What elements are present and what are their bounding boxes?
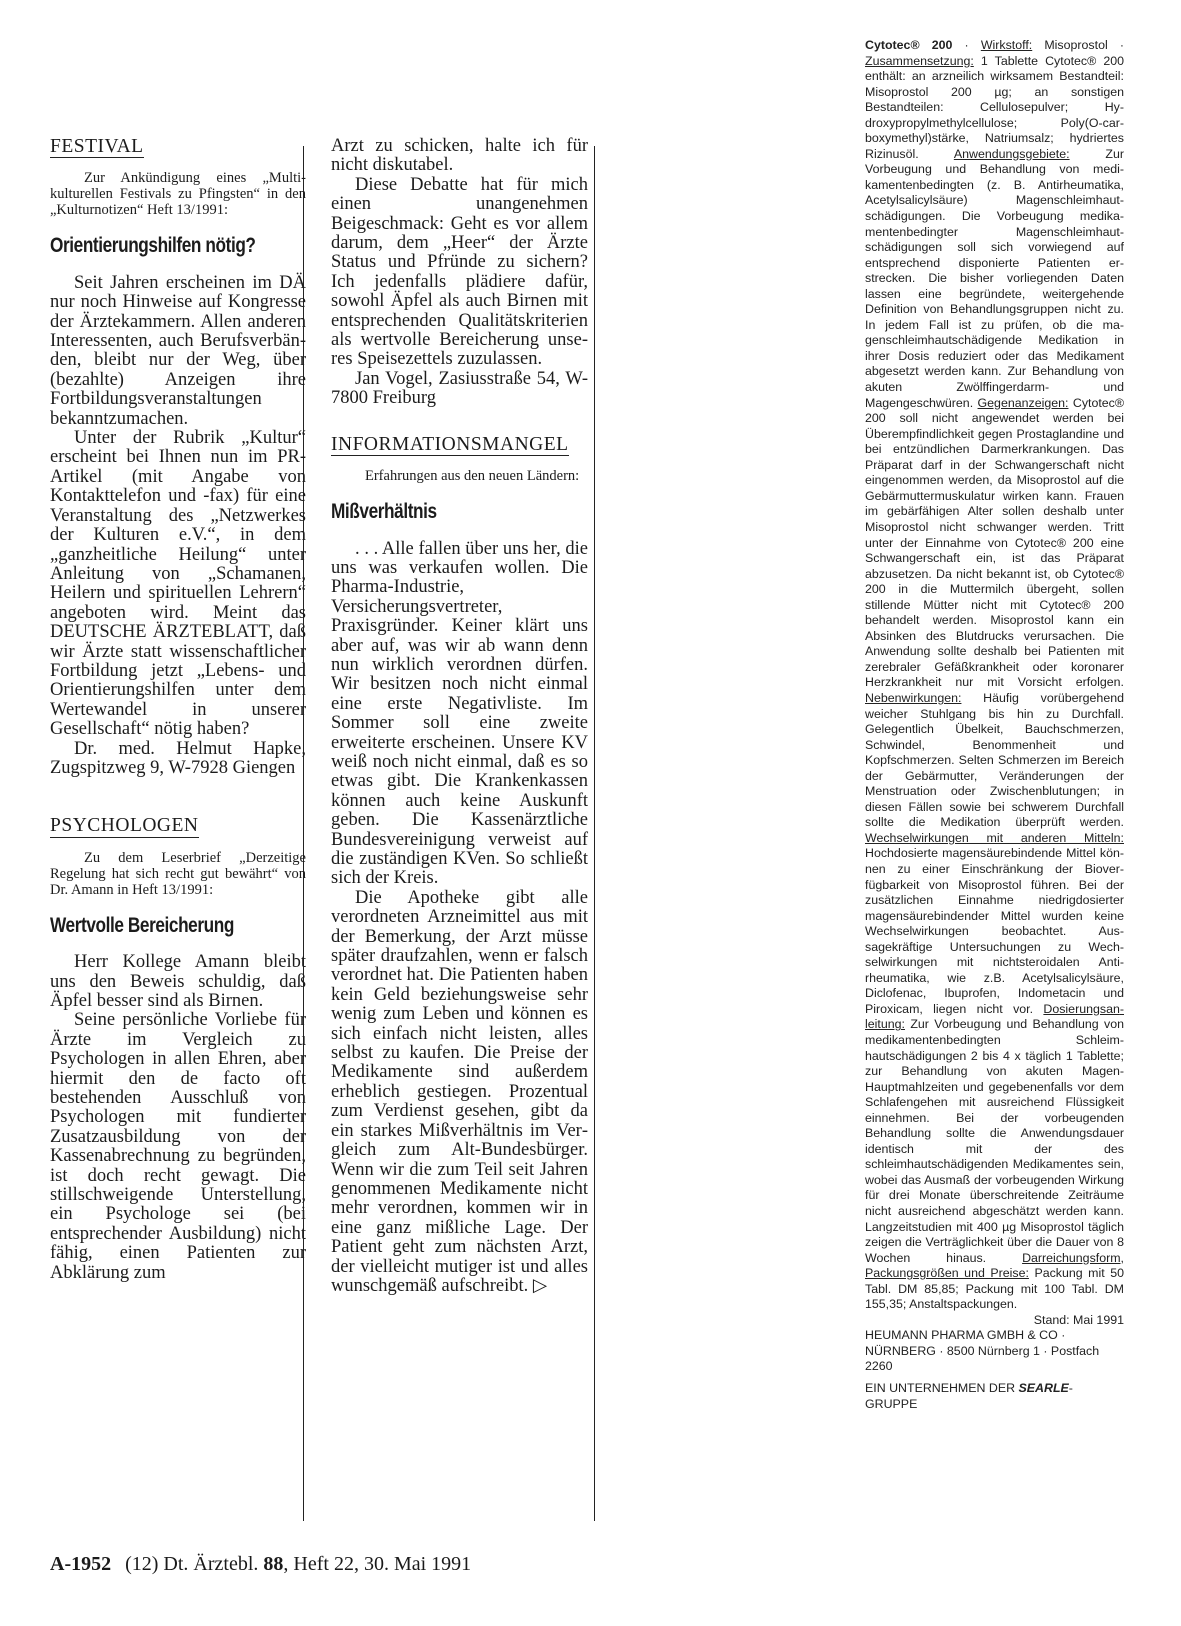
label-dosierungsanleitung: Dosierungsanleitung:: [865, 1001, 1124, 1032]
letter-body-informationsmangel: [331, 540, 588, 1297]
stand-date: Stand: Mai 1991: [1033, 1312, 1124, 1327]
page-number: A-1952: [50, 1553, 112, 1575]
column-2: [331, 137, 588, 1296]
section-title-informationsmangel: INFORMATIONSMANGEL: [331, 433, 569, 455]
paragraph: . . . Alle fallen über uns her, die uns was verkaufen wollen. Die Pharma-Industrie, Versicherungsvertreter, Praxisgründer. Keiner klärt uns aber auf, was wir ab wann denn nun wirklich verordnen dürfen. Wir besitzen noch nicht einmal eine erste Negativliste. Im Sommer soll eine zweite erweiterte erscheinen. Unsere KV weiß noch nicht einmal, daß es so etwas gibt. Die Krankenkassen können auch keine Auskunft geben. Die Kassenärztliche Bundesvereinigung verweist auf die zuständigen KVen. So schließt sich der Kreis.: [331, 538, 588, 889]
letter-body-continued: [331, 137, 588, 409]
paragraph: Diese Debatte hat für mich einen unangenehmen Beigeschmack: Geht es vor allem darum, dem „Heer“ der Ärzte Status und Pfründe zu sichern? Ich jedenfalls plädiere dafür, sowohl Äpfel als auch Birnen mit entsprechenden Qualitätskriterien als wertvolle Bereicherung unseres Speisezettels zuzulassen.: [331, 174, 588, 370]
paragraph: Arzt zu schicken, halte ich für nicht diskutabel.: [331, 136, 588, 176]
paragraph: [331, 889, 588, 1297]
label-zusammensetzung: Zusammensetzung:: [865, 53, 974, 68]
letter-signature: Jan Vogel, Zasiusstraße 54, W-7800 Freiburg: [331, 368, 588, 409]
column-rule-right: [594, 146, 595, 1521]
headline-missverhaeltnis: Mißverhältnis: [331, 500, 437, 524]
continue-arrow-icon: ▷: [532, 1275, 548, 1296]
headline-orientierungshilfen: Orientierungshilfen nötig?: [50, 234, 256, 258]
label-darreichungsform: Darreichungsform, Packungsgrößen und Preise:: [865, 1250, 1124, 1281]
pharma-info-body: Cytotec® 200 · Wirkstoff: Misoprostol · Zusammensetzung: 1 Tablette Cytotec® 200 enthält: an arzneilich wirksamem Bestandteil: Misoprostol 200 µg; an sonstigen Bestandteilen: Cellulosepulver; Hydroxypropylmethylcellulose; Poly(O-carboxymethyl)stärke, Natriumsalz; hydriertes Rizinusöl. Anwendungsgebiete: Zur Vorbeugung und Behandlung von medikamentenbedingten (z. B. Antirheumatika, Acetylsalicylsäure) Magenschleimhautschädigungen. Die Vorbeugung medikamentenbedingter Magenschleimhautschädigungen soll sich vorwiegend auf entsprechend disponierte Patienten erstrecken. Die bisher vorliegenden Daten lassen eine begründete, weitergehende Definition von Behandlungsgruppen nicht zu. In jedem Fall ist zu prüfen, ob die magenschleimhautschädigende Medikation in ihrer Dosis reduziert oder das Medikament abgesetzt werden kann. Zur Behandlung von akuten Zwölffingerdarm- und Magengeschwüren. Gegenanzeigen: Cytotec® 200 soll nicht angewendet werden bei Überempfindlichkeit gegen Prostaglandine und bei entzündlichen Darmerkrankungen. Das Präparat darf in der Schwangerschaft nicht eingenommen werden, da Misoprostol auf die Gebärmuttermuskulatur wirken kann. Frauen im gebärfähigen Alter sollen deshalb unter Misoprostol nicht schwanger werden. Tritt unter der Einnahme von Cytotec® 200 eine Schwangerschaft ein, ist das Präparat abzusetzen. Da nicht bekannt ist, ob Cytotec® 200 in die Muttermilch übergeht, sollen stillende Mütter nicht mit Cytotec® 200 behandelt werden. Misoprostol kann ein Absinken des Blutdrucks verursachen. Die Anwendung sollte deshalb bei Patienten mit zerebraler Gefäßkrankheit oder koronarer Herzkrankheit nur mit Vorsicht erfolgen. Nebenwirkungen: Häufig vorübergehend weicher Stuhlgang bis hin zu Durchfall. Gelegentlich Übelkeit, Bauchschmerzen, Schwindel, Benommenheit und Kopfschmerzen. Selten Schmerzen im Bereich der Gebärmutter, Veränderungen der Menstruation oder Zwischenblutungen; in diesen Fällen sowie bei schwerem Durchfall sollte die Medikation überprüft werden. Wechselwirkungen mit anderen Mitteln: Hochdosierte magensäurebindende Mittel können zu einer Einschränkung der Bioverfügbarkeit von Misoprostol führen. Bei der zusätzlichen Einnahme niedrigdosierter magensäurebindender Mittel wurden keine Wechselwirkungen beobachtet. Aussagekräftige Untersuchungen zu Wechselwirkungen mit nichtsteroidalen Antirheumatika, wie z.B. Acetylsalicylsäure, Diclofenac, Ibuprofen, Indometacin und Piroxicam, liegen nicht vor. Dosierungsanleitung: Zur Vorbeugung und Behandlung von medikamentenbedingten Schleimhautschädigungen 2 bis 4 x täglich 1 Tablette; zur Behandlung von akuten Magen- Hauptmahlzeiten und gegebenenfalls vor dem Schlafengehen mit ausreichend Flüssigkeit einnehmen. Bei der vorbeugenden Behandlung sollte die Anwendungsdauer identisch mit der des schleimhautschädigenden Medikamentes sein, wobei das Ausmaß der vorbeugenden Wirkung für drei Monate überschreitende Zeiträume nicht ausreichend abgeschätzt werden kann. Langzeitstudien mit 400 µg Misoprostol täglich zeigen die Verträglichkeit über die Dauer von 8 Wochen hinaus. Darreichungsform, Packungsgrößen und Preise: Packung mit 50 Tabl. DM 85,85; Packung mit 100 Tabl. DM 155,35; Anstaltspackungen.: [865, 38, 1124, 1312]
letter-body-festival: [50, 274, 306, 779]
volume-number: 88: [263, 1553, 284, 1575]
intro-festival: Zur Ankündigung eines „Multikulturellen Festivals zu Pfingsten“ in den „Kulturnotizen“ Heft 13/1991:: [50, 170, 306, 219]
paragraph: Seine persönliche Vorliebe für Ärzte im Vergleich zu Psychologen in allen Ehren, aber hiermit den de facto oft bestehenden Ausschluß von Psychologen mit fundierter Zusatzausbildung von der Kassenabrechnung zu begründen, ist doch recht gewagt. Die stillschweigende Unterstellung, ein Psychologe sei (bei entsprechender Ausbildung) nicht fähig, einen Patienten zur Abklärung zum: [50, 1010, 306, 1283]
label-wechselwirkungen: Wechselwirkungen mit anderen Mitteln:: [865, 830, 1124, 845]
letter-signature: Dr. med. Helmut Hapke, Zugspitzweg 9, W-7928 Giengen: [50, 738, 306, 778]
headline-wertvolle-bereicherung: Wertvolle Bereicherung: [50, 913, 234, 937]
manufacturer-address: HEUMANN PHARMA GMBH & CO · NÜRNBERG · 8500 Nürnberg 1 · Postfach 2260: [865, 1328, 1100, 1374]
paragraph: Herr Kollege Amann bleibt uns den Beweis schuldig, daß Äpfel besser sind als Birnen.: [50, 952, 306, 1011]
paragraph: Unter der Rubrik „Kultur“ erscheint bei Ihnen nun im PR-Artikel (mit Angabe von Kontakttelefon und -fax) für eine Veranstaltung des „Netzwerkes der Kulturen e.V.“, in dem „ganzheitliche Heilung“ unter Anleitung von „Schamanen, Heilern und spirituellen Lehrern“ angeboten wird. Meint das DEUTSCHE ÄRZTEBLATT, daß wir Ärzte statt wissenschaftlicher Fortbildung jetzt „Lebens- und Orientierungshilfen unter dem Wertewandel in unserer Gesellschaft“ nötig haben?: [50, 428, 306, 740]
searle-logo: SEARLE: [1018, 1381, 1069, 1396]
column-1: [50, 137, 306, 1283]
intro-psychologen: Zu dem Leserbrief „Derzeitige Regelung hat sich recht gut bewährt“ von Dr. Amann in Heft 13/1991:: [50, 849, 306, 898]
label-gegenanzeigen: Gegenanzeigen:: [977, 395, 1069, 410]
letter-body-psychologen: [50, 953, 306, 1283]
paragraph: Seit Jahren erscheinen im DÄ nur noch Hinweise auf Kongresse der Ärztekammern. Allen anderen Interessenten, auch Berufsverbänden, bleibt nur der Weg, über (bezahlte) Anzeigen ihre Fortbildungsveranstaltungen bekanntzumachen.: [50, 272, 306, 429]
intro-informationsmangel: Erfahrungen aus den neuen Ländern:: [365, 468, 580, 485]
brand-name: Cytotec® 200: [865, 38, 953, 52]
company-group-line: EIN UNTERNEHMEN DER SEARLE-GRUPPE: [865, 1381, 1073, 1411]
label-anwendungsgebiete: Anwendungsgebiete:: [953, 146, 1070, 161]
pharma-advertisement-text: [865, 38, 1124, 1412]
section-title-festival: FESTIVAL: [50, 136, 144, 157]
paragraph-text: Die Apotheke gibt alle verordneten Arzneimittel aus mit der Bemerkung, der Arzt müsse später draufzahlen, wenn er falsch verordnet hat. Die Patienten haben kein Geld beziehungsweise sehr wenig zum Leben und können es sich einfach nicht leisten, alles selbst zu kaufen. Die Preise der Medikamente sind außerdem erheblich gestiegen. Prozentual zum Verdienst gesehen, gibt da ein starkes Mißverhältnis im Vergleich zum Alt-Bundesbürger. Wenn wir die zum Teil seit Jahren genommenen Medikamente nicht mehr verordnen, kommen wir in eine ganz mißliche Lage. Der Patient geht zum nächsten Arzt, der vielleicht mutiger ist und alles wunschgemäß aufschreibt.: [331, 887, 588, 1296]
section-title-psychologen: PSYCHOLOGEN: [50, 815, 199, 837]
label-wirkstoff: Wirkstoff:: [980, 38, 1033, 52]
page-footer: A-1952 (12) Dt. Ärztebl. 88, Heft 22, 30. Mai 1991: [50, 1553, 472, 1575]
label-nebenwirkungen: Nebenwirkungen:: [865, 690, 962, 705]
